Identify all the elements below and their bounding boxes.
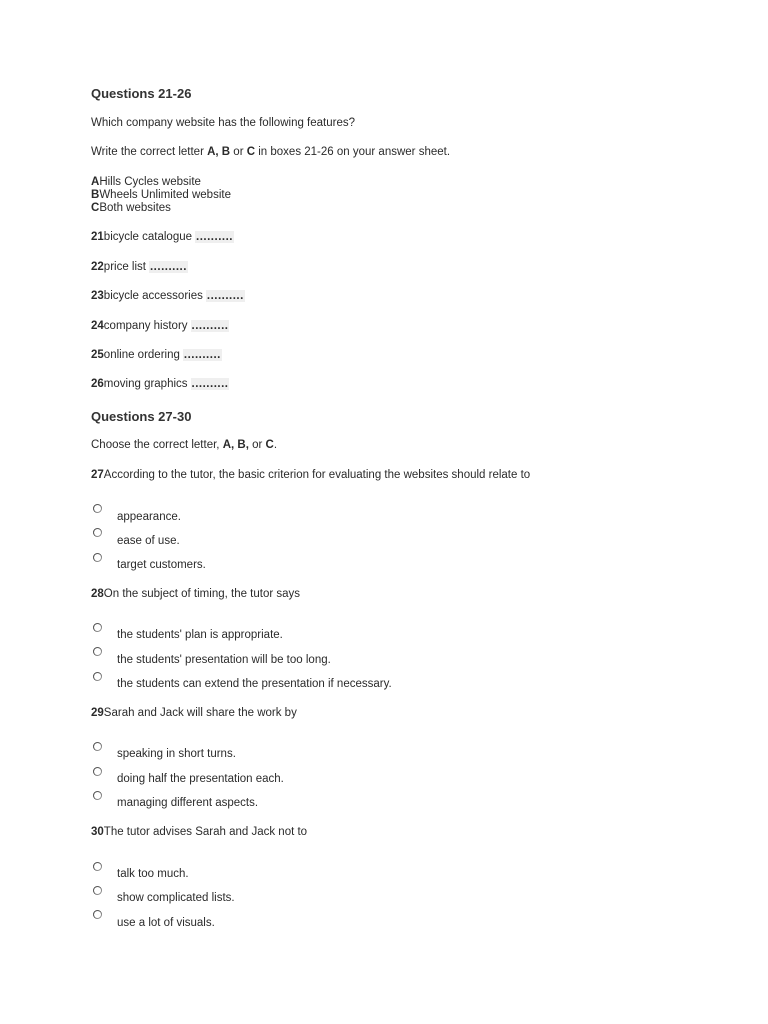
instruction-27-30 — [91, 439, 277, 452]
radio-button[interactable] — [93, 767, 102, 776]
answer-gap[interactable]: .......... — [191, 378, 229, 390]
radio-button[interactable] — [93, 886, 102, 895]
item-number: 25 — [91, 349, 104, 361]
question-number: 27 — [91, 469, 104, 481]
legend-item — [91, 189, 231, 202]
legend-text: Wheels Unlimited website — [99, 189, 231, 201]
item-text: bicycle catalogue — [103, 231, 193, 243]
radio-button[interactable] — [93, 910, 102, 919]
radio-button[interactable] — [93, 647, 102, 656]
option-text: speaking in short turns. — [117, 748, 236, 760]
option-28-c[interactable] — [91, 670, 591, 694]
option-text: the students can extend the presentation if necessary. — [117, 678, 392, 690]
instruction-post: in boxes 21-26 on your answer sheet. — [255, 146, 451, 158]
legend-letter: C — [91, 202, 100, 214]
option-text: doing half the presentation each. — [117, 773, 284, 785]
radio-button[interactable] — [93, 528, 102, 537]
option-text: managing different aspects. — [117, 797, 259, 809]
question-number: 29 — [91, 707, 104, 719]
option-30-b[interactable] — [91, 884, 591, 908]
question-text: According to the tutor, the basic criterion for evaluating the websites should relate to — [103, 469, 531, 481]
instruction-pre: Write the correct letter — [91, 146, 208, 158]
instruction-pre: Choose the correct letter, — [91, 439, 223, 451]
option-28-a[interactable] — [91, 621, 591, 645]
item-text: price list — [103, 261, 146, 273]
option-27-c[interactable] — [91, 551, 591, 575]
radio-button[interactable] — [93, 553, 102, 562]
radio-button[interactable] — [93, 791, 102, 800]
instruction-letters-ab: A, B, — [222, 439, 249, 451]
item-text: company history — [103, 320, 188, 332]
option-text: use a lot of visuals. — [117, 917, 215, 929]
option-29-a[interactable] — [91, 740, 591, 764]
answer-gap[interactable]: .......... — [206, 290, 244, 302]
item-text: online ordering — [103, 349, 180, 361]
question-27 — [91, 469, 530, 482]
option-text: ease of use. — [117, 535, 180, 547]
item-text: moving graphics — [103, 378, 188, 390]
matching-item-22 — [91, 261, 188, 274]
question-number: 30 — [91, 826, 104, 838]
option-27-a[interactable] — [91, 502, 591, 526]
instruction-21-26 — [91, 146, 450, 159]
matching-item-24 — [91, 320, 229, 333]
radio-button[interactable] — [93, 862, 102, 871]
section-prompt: Which company website has the following features? — [91, 117, 356, 129]
option-text: the students' plan is appropriate. — [117, 629, 283, 641]
legend-item — [91, 176, 201, 189]
option-text: show complicated lists. — [117, 892, 235, 904]
option-text: the students' presentation will be too long. — [117, 654, 331, 666]
radio-button[interactable] — [93, 623, 102, 632]
answer-gap[interactable]: .......... — [149, 261, 187, 273]
answer-gap[interactable]: .......... — [191, 320, 229, 332]
matching-item-23 — [91, 290, 245, 303]
option-28-b[interactable] — [91, 645, 591, 669]
legend-letter: B — [91, 189, 100, 201]
item-number: 26 — [91, 378, 104, 390]
option-29-b[interactable] — [91, 765, 591, 789]
radio-button[interactable] — [93, 742, 102, 751]
instruction-mid: or — [230, 146, 247, 158]
matching-item-26 — [91, 378, 229, 391]
option-29-c[interactable] — [91, 789, 591, 813]
question-number: 28 — [91, 588, 104, 600]
option-30-a[interactable] — [91, 860, 591, 884]
option-text: talk too much. — [117, 868, 189, 880]
question-29 — [91, 707, 297, 720]
option-27-b[interactable] — [91, 526, 591, 550]
item-text: bicycle accessories — [103, 290, 203, 302]
answer-gap[interactable]: .......... — [196, 231, 233, 243]
instruction-mid: or — [248, 439, 266, 451]
instruction-letter-c: C — [246, 146, 256, 158]
section-heading-27-30: Questions 27-30 — [91, 409, 192, 424]
question-text: On the subject of timing, the tutor says — [103, 588, 301, 600]
item-number: 21 — [91, 231, 104, 243]
instruction-letters-ab: A, B — [207, 146, 231, 158]
legend-text: Hills Cycles website — [99, 176, 201, 188]
legend-letter: A — [91, 176, 100, 188]
item-number: 23 — [91, 290, 104, 302]
question-text: Sarah and Jack will share the work by — [103, 707, 297, 719]
legend-text: Both websites — [99, 202, 171, 214]
option-text: target customers. — [117, 559, 206, 571]
option-30-c[interactable] — [91, 908, 591, 932]
radio-button[interactable] — [93, 504, 102, 513]
section-heading-21-26: Questions 21-26 — [91, 86, 192, 101]
matching-item-21 — [91, 231, 234, 244]
question-text: The tutor advises Sarah and Jack not to — [103, 826, 308, 838]
instruction-letter-c: C — [265, 439, 274, 451]
question-30 — [91, 826, 307, 839]
question-28 — [91, 588, 300, 601]
item-number: 24 — [91, 320, 104, 332]
legend-item — [91, 202, 171, 215]
item-number: 22 — [91, 261, 104, 273]
instruction-post: . — [273, 439, 278, 451]
answer-gap[interactable]: .......... — [183, 349, 221, 361]
matching-item-25 — [91, 349, 222, 362]
radio-button[interactable] — [93, 672, 102, 681]
option-text: appearance. — [117, 511, 181, 523]
